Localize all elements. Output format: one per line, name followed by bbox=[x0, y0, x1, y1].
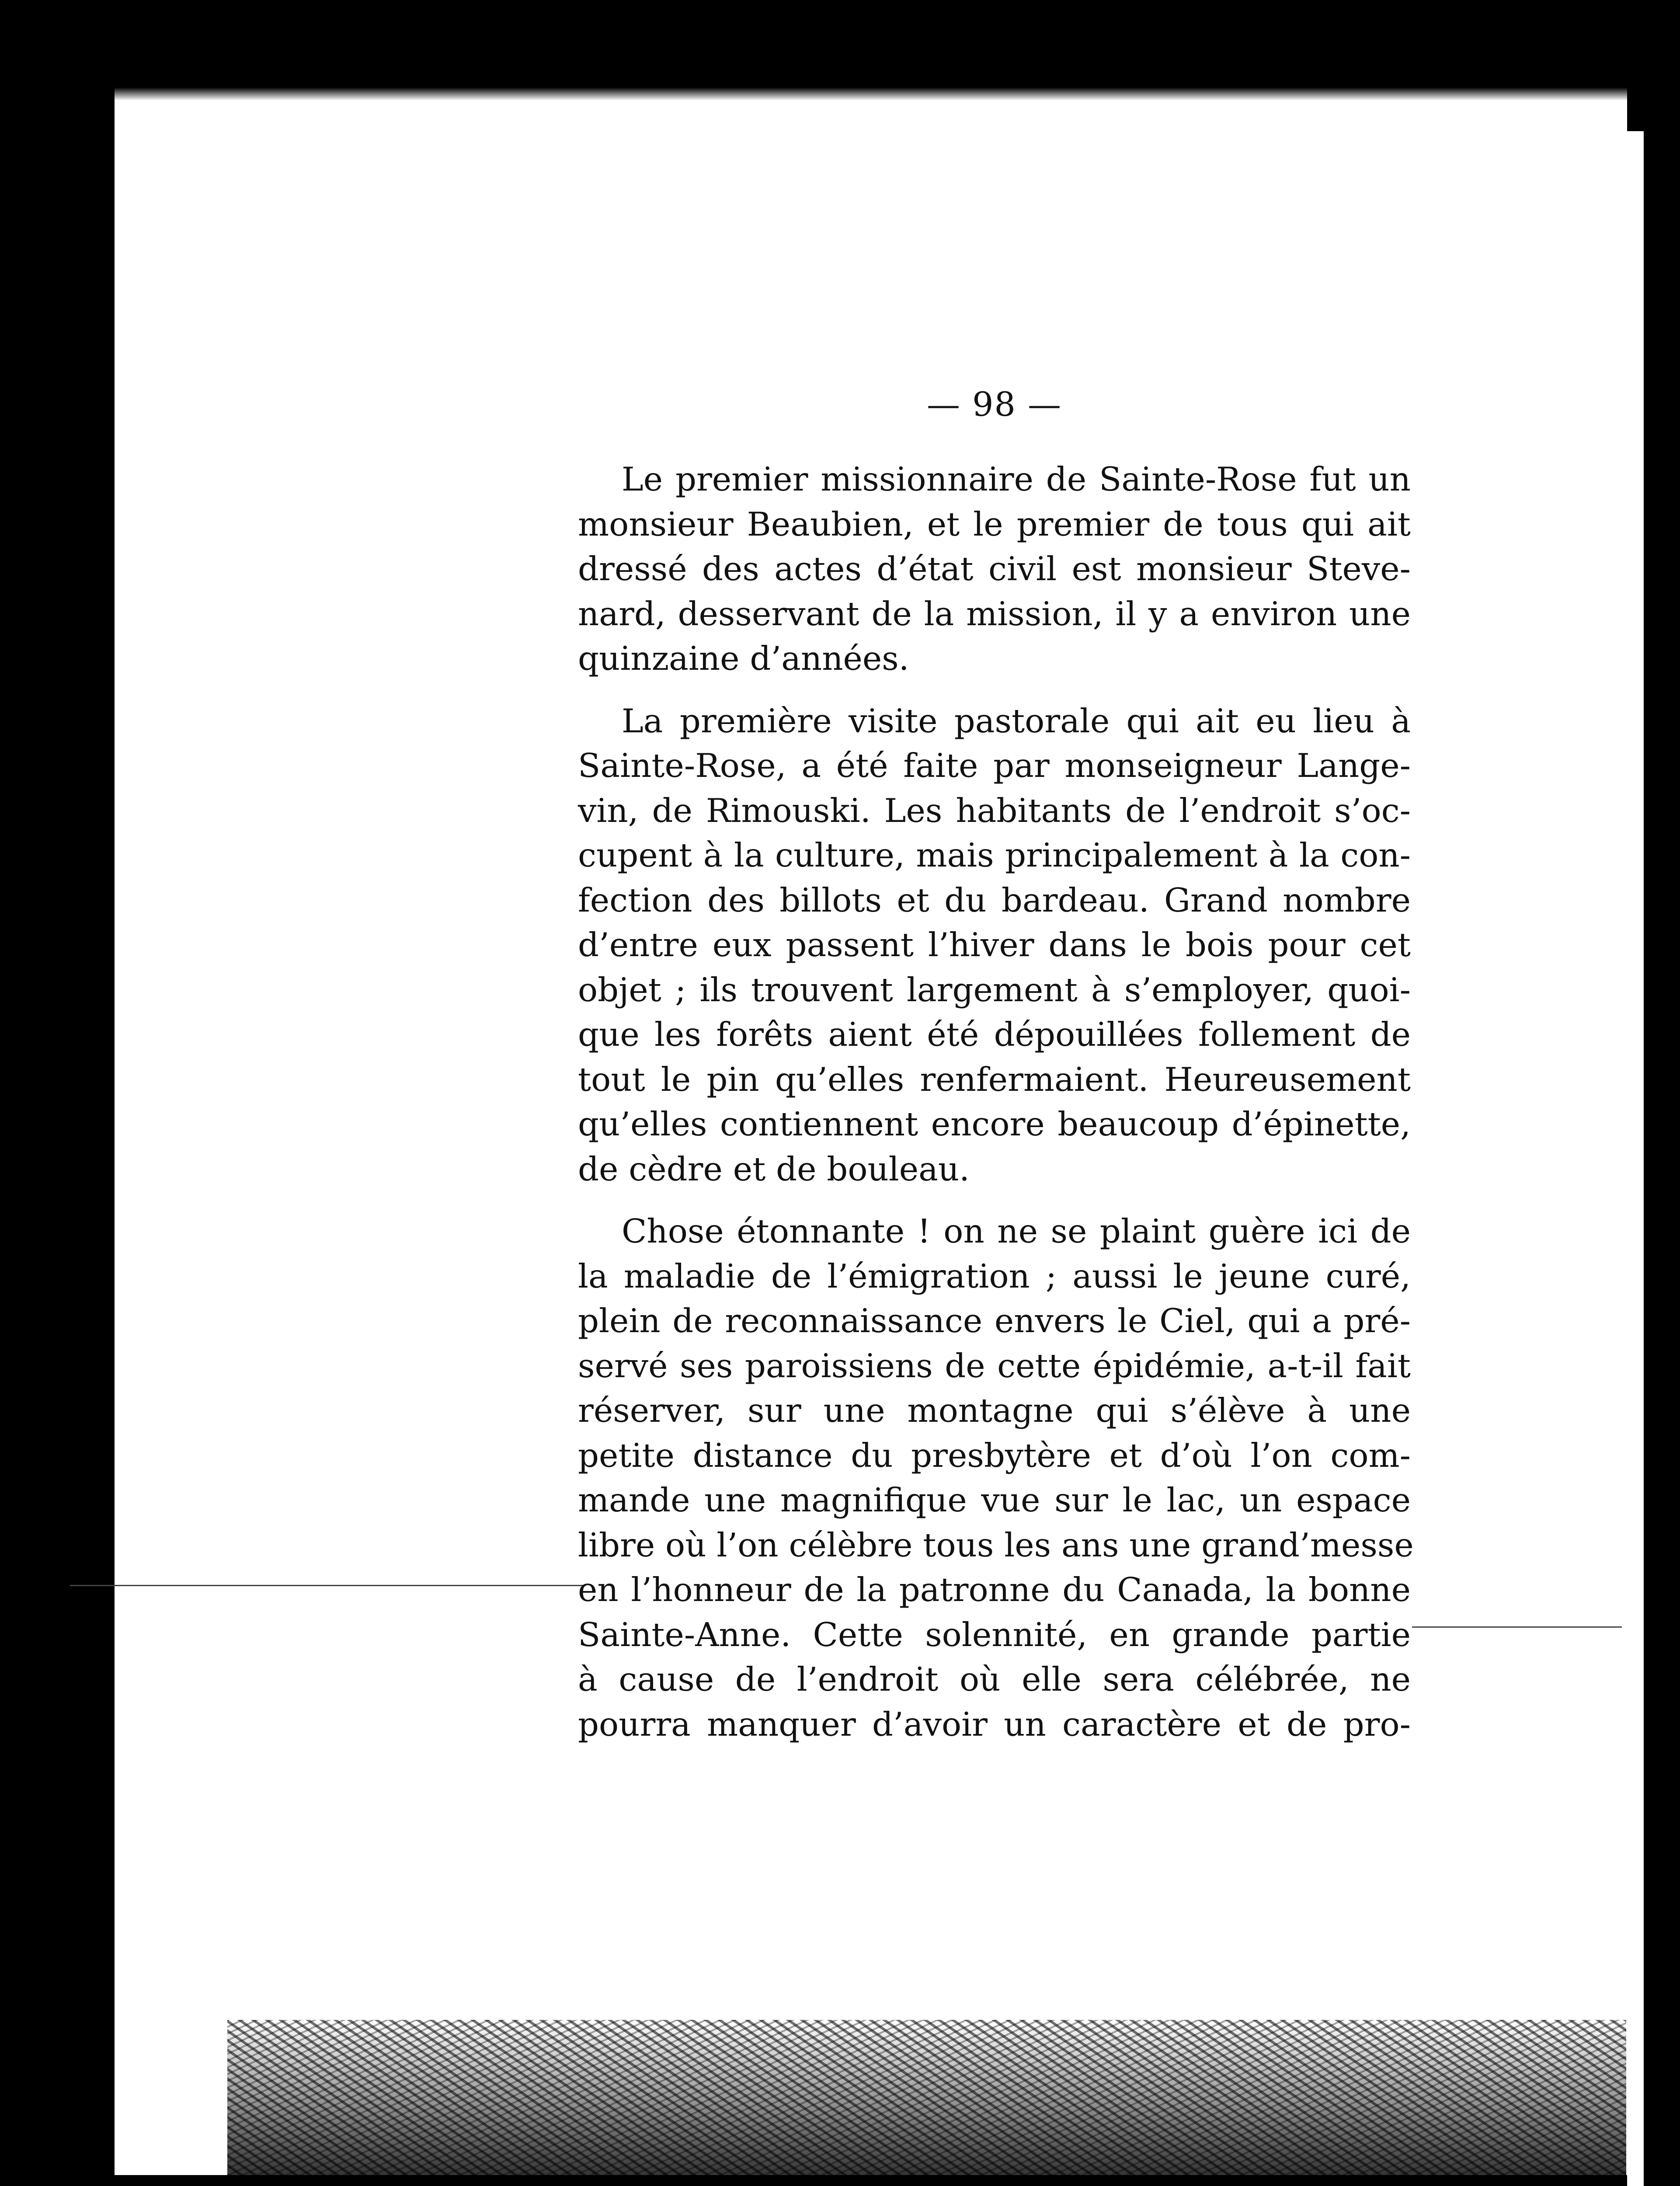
text-line: servé ses paroissiens de cette épidémie, a-t-il fait bbox=[578, 1346, 1411, 1385]
text-line: quinzaine d’années. bbox=[578, 639, 909, 678]
text-line: plein de reconnaissance envers le Ciel, qui a pré- bbox=[578, 1302, 1411, 1340]
text-line: fection des billots et du bardeau. Grand nombre bbox=[578, 881, 1411, 919]
stray-scan-line bbox=[1412, 1626, 1622, 1628]
text-line: nard, desservant de la mission, il y a environ une bbox=[578, 594, 1411, 633]
text-line: à cause de l’endroit où elle sera célébrée, ne bbox=[578, 1660, 1411, 1699]
scan-noise bbox=[227, 2020, 1626, 2186]
paragraph bbox=[578, 457, 1411, 681]
text-line: dressé des actes d’état civil est monsieur Steve- bbox=[578, 550, 1411, 588]
text-line: pourra manquer d’avoir un caractère et de pro- bbox=[578, 1705, 1411, 1744]
text-line: Chose étonnante ! on ne se plaint guère ici de bbox=[622, 1212, 1411, 1250]
text-line: libre où l’on célèbre tous les ans une grand’messe bbox=[578, 1525, 1414, 1564]
text-line: que les forêts aient été dépouillées follement de bbox=[578, 1015, 1411, 1054]
text-line: Sainte-Rose, a été faite par monseigneur Lange- bbox=[578, 746, 1411, 785]
text-line: Le premier missionnaire de Sainte-Rose fut un bbox=[622, 460, 1411, 498]
text-line: tout le pin qu’elles renfermaient. Heureusement bbox=[578, 1060, 1411, 1099]
text-line: La première visite pastorale qui ait eu lieu à bbox=[622, 701, 1411, 740]
text-line: petite distance du presbytère et d’où l’on com- bbox=[578, 1436, 1411, 1475]
page-edge bbox=[1627, 131, 1644, 2186]
text-line: vin, de Rimouski. Les habitants de l’endroit s’oc- bbox=[578, 791, 1411, 830]
paragraph bbox=[578, 1209, 1414, 1747]
text-line: qu’elles contiennent encore beaucoup d’épinette, bbox=[578, 1105, 1411, 1143]
body-text bbox=[578, 457, 1414, 1747]
text-line: réserver, sur une montagne qui s’élève à une bbox=[578, 1391, 1411, 1430]
scan-shadow bbox=[115, 87, 1627, 101]
text-line: de cèdre et de bouleau. bbox=[578, 1149, 970, 1188]
text-line: mande une magnifique vue sur le lac, un espace bbox=[578, 1481, 1411, 1519]
text-line: Sainte-Anne. Cette solennité, en grande partie bbox=[578, 1615, 1411, 1654]
text-line: la maladie de l’émigration ; aussi le jeune curé, bbox=[578, 1257, 1411, 1295]
text-line: monsieur Beaubien, et le premier de tous qui ait bbox=[578, 505, 1411, 543]
text-line: cupent à la culture, mais principalement à la con- bbox=[578, 836, 1411, 874]
page-number: — 98 — bbox=[927, 385, 1062, 424]
paragraph bbox=[578, 699, 1411, 1192]
text-line: d’entre eux passent l’hiver dans le bois pour cet bbox=[578, 926, 1411, 964]
stray-scan-line bbox=[70, 1585, 586, 1586]
text-line: en l’honneur de la patronne du Canada, la bonne bbox=[578, 1570, 1411, 1609]
text-line: objet ; ils trouvent largement à s’employer, quoi- bbox=[578, 970, 1411, 1009]
